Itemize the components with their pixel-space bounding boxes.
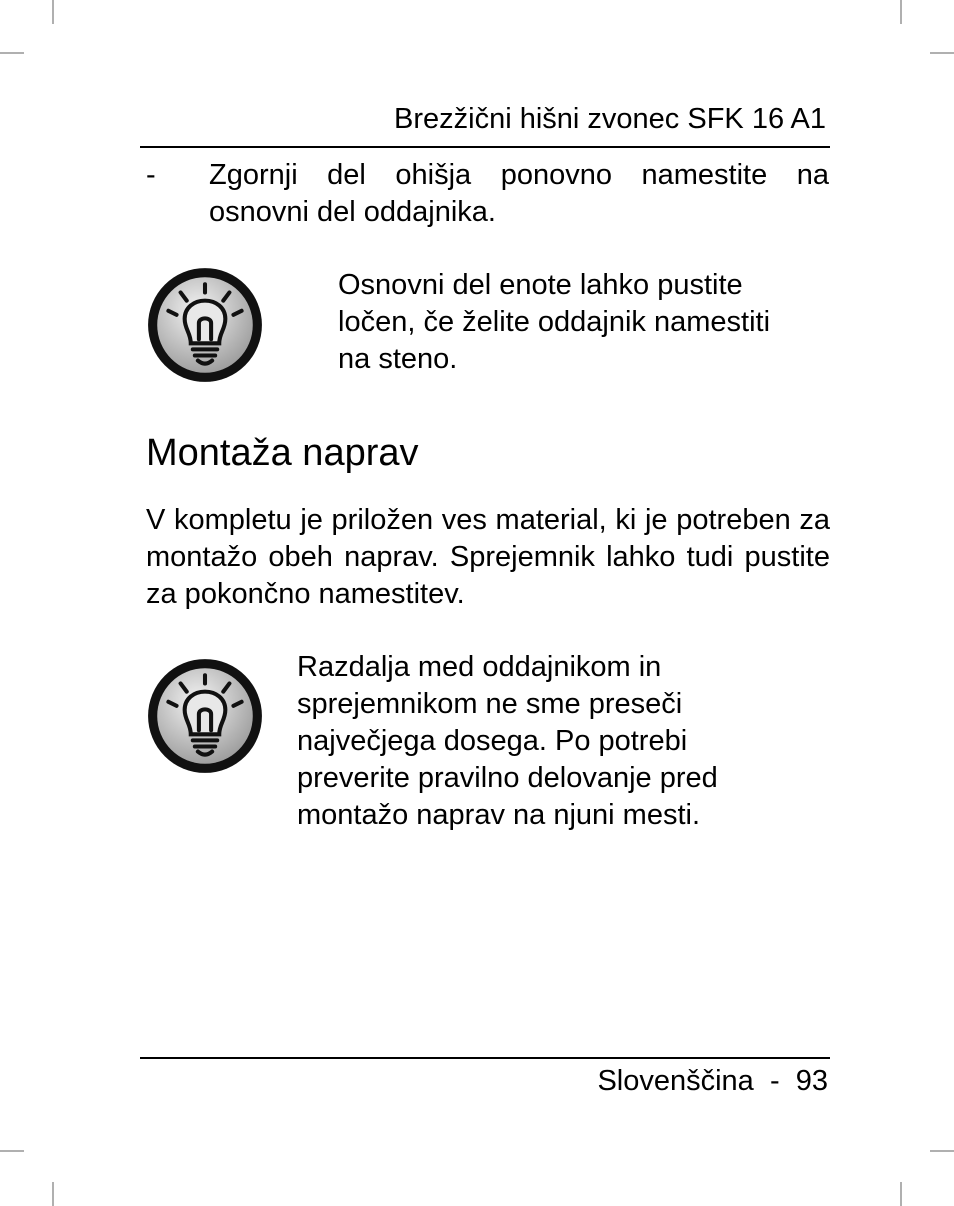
tip-line: sprejemnikom ne sme preseči bbox=[297, 688, 683, 720]
crop-mark bbox=[900, 1182, 902, 1206]
crop-mark bbox=[0, 52, 24, 54]
tip-line: preverite pravilno delovanje pred bbox=[297, 762, 718, 794]
lightbulb-icon bbox=[144, 655, 266, 777]
tip-line: Razdalja med oddajnikom in bbox=[297, 651, 662, 683]
page-number: 93 bbox=[795, 1065, 828, 1097]
crop-mark bbox=[930, 52, 954, 54]
crop-mark bbox=[52, 0, 54, 24]
footer-rule bbox=[140, 1057, 830, 1059]
bullet-text: Zgornji del ohišja ponovno namestite na osnovni del oddajnika. bbox=[209, 159, 829, 228]
tip-line: največjega dosega. Po potrebi bbox=[297, 725, 688, 757]
crop-mark bbox=[900, 0, 902, 24]
tip-text bbox=[297, 649, 718, 834]
tip-text bbox=[338, 267, 770, 378]
tip-line: Osnovni del enote lahko pustite bbox=[338, 269, 743, 301]
crop-mark bbox=[52, 1182, 54, 1206]
bullet-marker: - bbox=[146, 159, 156, 191]
crop-mark bbox=[930, 1150, 954, 1152]
header-rule bbox=[140, 146, 830, 148]
tip-line: na steno. bbox=[338, 343, 458, 375]
tip-line: ločen, če želite oddajnik namestiti bbox=[338, 306, 771, 338]
lightbulb-icon bbox=[144, 264, 266, 386]
tip-line: montažo naprav na njuni mesti. bbox=[297, 799, 700, 831]
section-heading: Montaža naprav bbox=[146, 432, 419, 474]
crop-mark bbox=[0, 1150, 24, 1152]
section-paragraph: V kompletu je priložen ves material, ki je potreben za montažo obeh naprav. Sprejemnik lahko tudi pustite za pokončno namestitev. bbox=[146, 504, 830, 610]
footer-separator: - bbox=[769, 1065, 780, 1097]
page-footer bbox=[597, 1064, 828, 1098]
running-header: Brezžični hišni zvonec SFK 16 A1 bbox=[394, 103, 826, 135]
footer-language: Slovenščina bbox=[597, 1065, 754, 1097]
